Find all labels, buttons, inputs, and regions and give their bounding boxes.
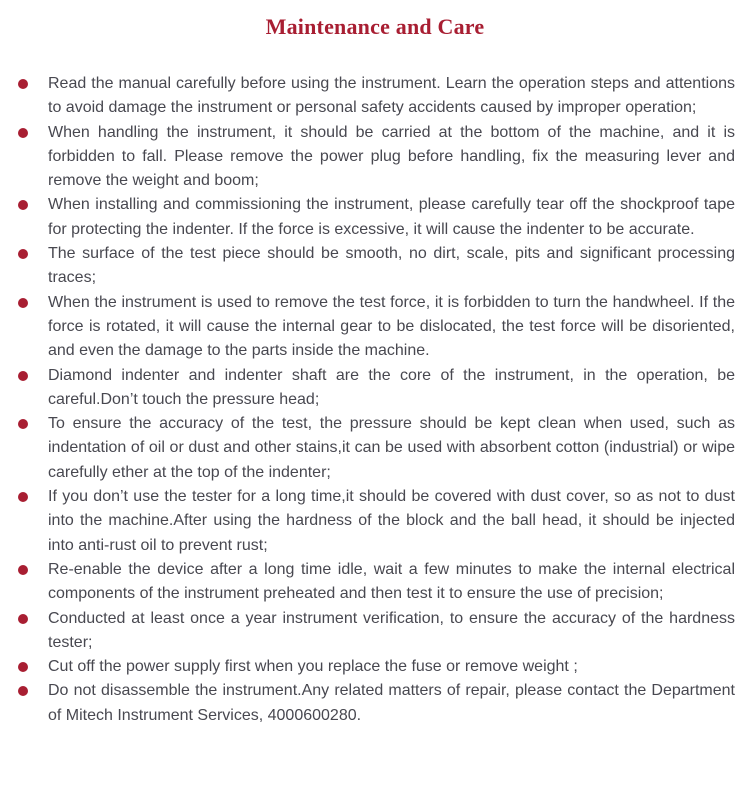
list-item-text: When installing and commissioning the instrument, please carefully tear off the shockproof tape for protecting the indenter. If the force is excessive, it will cause the indenter to be accurate. bbox=[48, 196, 735, 238]
maintenance-list bbox=[18, 72, 735, 728]
list-item bbox=[18, 607, 735, 656]
bullet-icon bbox=[18, 614, 28, 624]
list-item bbox=[18, 193, 735, 242]
list-item-text: If you don’t use the tester for a long time,it should be covered with dust cover, so as not to dust into the machine.After using the hardness of the block and the ball head, it should be injected into anti-rust oil to prevent rust; bbox=[48, 488, 735, 554]
bullet-icon bbox=[18, 565, 28, 575]
list-item-text: Do not disassemble the instrument.Any related matters of repair, please contact the Department of Mitech Instrument Services, 4000600280. bbox=[48, 682, 735, 724]
list-item bbox=[18, 558, 735, 607]
bullet-icon bbox=[18, 371, 28, 381]
list-item bbox=[18, 364, 735, 413]
list-item-text: To ensure the accuracy of the test, the pressure should be kept clean when used, such as indentation of oil or dust and other stains,it can be used with absorbent cotton (industrial) or wipe carefully ether at the top of the indenter; bbox=[48, 415, 735, 481]
bullet-icon bbox=[18, 686, 28, 696]
list-item bbox=[18, 655, 735, 679]
list-item bbox=[18, 412, 735, 485]
list-item bbox=[18, 291, 735, 364]
list-item-text: Cut off the power supply first when you replace the fuse or remove weight ; bbox=[48, 658, 578, 676]
list-item bbox=[18, 485, 735, 558]
list-item bbox=[18, 242, 735, 291]
list-item-text: Conducted at least once a year instrument verification, to ensure the accuracy of the hardness tester; bbox=[48, 609, 735, 651]
bullet-icon bbox=[18, 662, 28, 672]
list-item bbox=[18, 72, 735, 121]
bullet-icon bbox=[18, 128, 28, 138]
list-item bbox=[18, 679, 735, 728]
list-item-text: When the instrument is used to remove the test force, it is forbidden to turn the handwheel. If the force is rotated, it will cause the internal gear to be dislocated, the test force will be disoriented, and even the damage to the parts inside the machine. bbox=[48, 293, 735, 360]
list-item bbox=[18, 121, 735, 194]
bullet-icon bbox=[18, 492, 28, 502]
bullet-icon bbox=[18, 200, 28, 210]
list-item-text: The surface of the test piece should be smooth, no dirt, scale, pits and significant processing traces; bbox=[48, 245, 735, 287]
bullet-icon bbox=[18, 79, 28, 89]
page-title: Maintenance and Care bbox=[265, 14, 485, 39]
bullet-icon bbox=[18, 419, 28, 429]
bullet-icon bbox=[18, 249, 28, 259]
list-item-text: Read the manual carefully before using the instrument. Learn the operation steps and attentions to avoid damage the instrument or personal safety accidents caused by improper operation; bbox=[48, 75, 735, 117]
list-item-text: Re-enable the device after a long time idle, wait a few minutes to make the internal electrical components of the instrument preheated and then test it to ensure the use of precision; bbox=[48, 560, 735, 603]
list-item-text: Diamond indenter and indenter shaft are the core of the instrument, in the operation, be careful.Don’t touch the pressure head; bbox=[48, 366, 735, 408]
bullet-icon bbox=[18, 298, 28, 308]
list-item-text: When handling the instrument, it should be carried at the bottom of the machine, and it is forbidden to fall. Please remove the power plug before handling, fix the measuring lever and remove the weight and boom; bbox=[48, 123, 735, 190]
